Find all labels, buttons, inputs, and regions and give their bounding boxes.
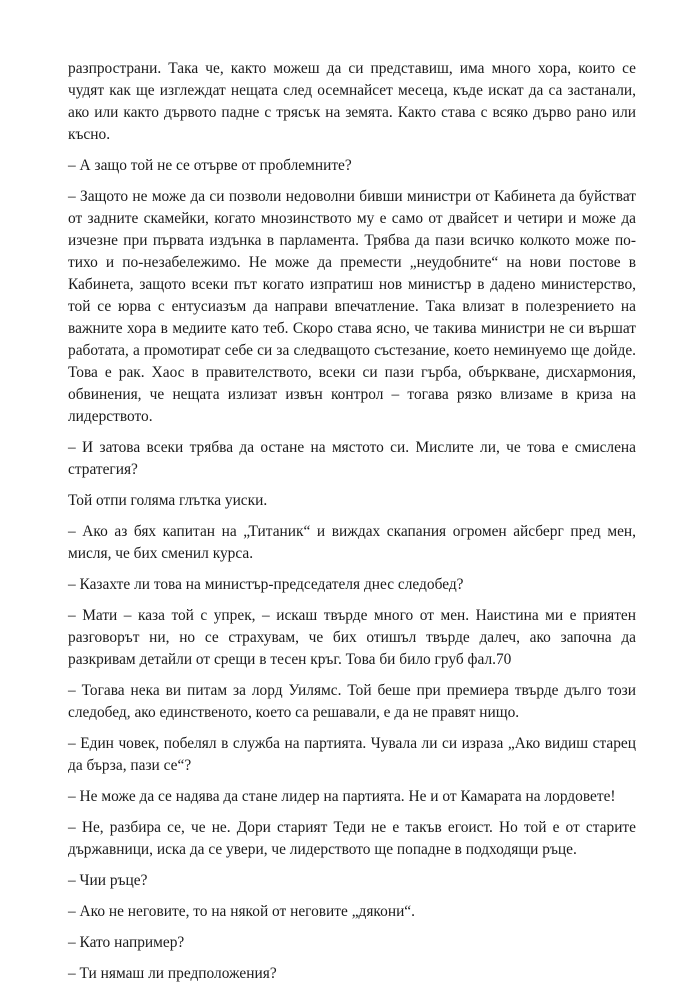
paragraph: – Не, разбира се, че не. Дори старият Теди не е такъв егоист. Но той е от старите държавници, иска да се увери, че лидерството ще попадне в подходящи ръце. [68,819,636,858]
paragraph: – Като например? [68,934,185,951]
paragraph: – Ти нямаш ли предположения? [68,965,277,982]
paragraph: – Чии ръце? [68,872,148,889]
paragraph: – Ако аз бях капитан на „Титаник“ и виждах скапания огромен айсберг пред мен, мисля, че бих сменил курса. [68,523,636,562]
paragraph: – Тогава нека ви питам за лорд Уилямс. Той беше при премиера твърде дълго този следобед, ако единственото, което са решавали, е да не правят нищо. [68,682,636,721]
paragraph: – Мати – каза той с упрек, – искаш твърде много от мен. Наистина ми е приятен разговорът ни, но се страхувам, че бих отишъл твърде далеч, ако започна да разкривам детайли от срещи в тесен кръг. Това би било груб фал.70 [68,607,636,668]
paragraph: – Казахте ли това на министър-председателя днес следобед? [68,576,464,593]
document-page [68,58,636,994]
paragraph: – Не може да се надява да стане лидер на партията. Не и от Камарата на лордовете! [68,788,616,805]
paragraph: – Ако не неговите, то на някой от неговите „дякони“. [68,903,415,920]
paragraph: – И затова всеки трябва да остане на мястото си. Мислите ли, че това е смислена стратегия? [68,439,636,478]
paragraph: – А защо той не се отърве от проблемните? [68,157,352,174]
paragraph: – Защото не може да си позволи недоволни бивши министри от Кабинета да буйстват от задните скамейки, когато мнозинството му е само от двайсет и четири и може да изчезне при първата издънка в парламента. Трябва да пази всичко колкото може по-тихо и по-незабележимо. Не може да премести „неудобните“ на нови постове в Кабинета, защото всеки път когато изпратиш нов министър в дадено министерство, той се юрва с ентусиазъм да направи впечатление. Така влизат в полезрението на важните хора в медиите като теб. Скоро става ясно, че такива министри не си вършат работата, а промотират себе си за следващото състезание, което неминуемо ще дойде. Това е рак. Хаос в правителството, всеки си пази гърба, объркване, дисхармония, обвинения, че нещата излизат извън контрол – тогава рязко влизаме в криза на лидерството. [68,188,636,425]
paragraph: Той отпи голяма глътка уиски. [68,492,268,509]
paragraph: разпространи. Така че, както можеш да си представиш, има много хора, които се чудят как ще изглеждат нещата след осемнайсет месеца, къде искат да са застанали, ако или както дървото падне с трясък на земята. Както става с всяко дърво рано или късно. [68,60,636,143]
paragraph: – Един човек, побелял в служба на партията. Чувала ли си израза „Ако видиш старец да бърза, пази се“? [68,735,636,774]
